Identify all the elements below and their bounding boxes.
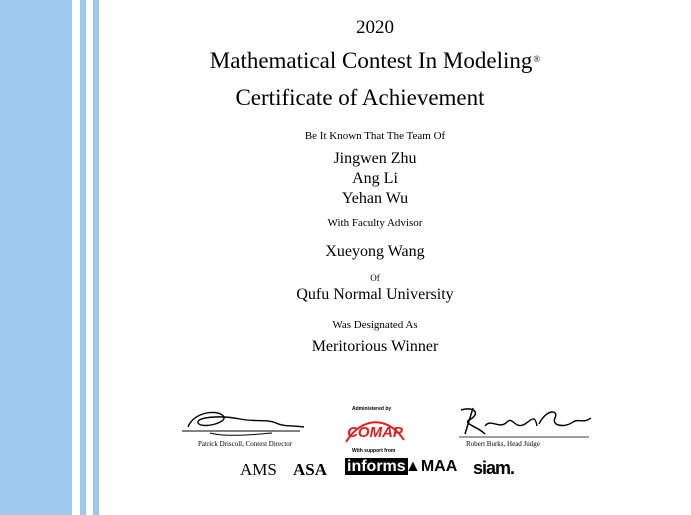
certificate-title: Certificate of Achievement (235, 85, 485, 110)
ams-logo-text: AMS (240, 460, 277, 479)
advisor-name: Xueyong Wang (325, 243, 425, 260)
informs-logo-text: informs (347, 458, 406, 475)
registered-mark: ® (533, 54, 541, 64)
maa-logo: ▲MAA (405, 458, 458, 475)
asa-logo-text: ASA (293, 460, 328, 479)
maa-logo-text: MAA (420, 458, 458, 475)
university-name: Qufu Normal University (296, 286, 454, 303)
team-member-1: Jingwen Zhu (333, 150, 417, 167)
team-member-2: Ang Li (352, 170, 398, 187)
comap-logo (344, 412, 406, 446)
award-title: Meritorious Winner (311, 338, 439, 355)
director-caption: Patrick Driscoll, Contest Director (198, 440, 293, 448)
sponsor-logos (240, 458, 540, 484)
director-signature (180, 405, 310, 439)
informs-logo (345, 458, 408, 476)
stripe-thin-2 (93, 0, 99, 515)
contest-name: Mathematical Contest In Modeling (209, 48, 533, 73)
advisor-label: With Faculty Advisor (327, 217, 423, 229)
comap-logo-text: COMAP (347, 424, 403, 441)
stripe-thin-1 (80, 0, 86, 515)
asa-logo (293, 460, 327, 480)
contest-title (110, 48, 640, 74)
siam-logo-text: siam. (473, 458, 515, 478)
year: 2020 (356, 17, 394, 38)
administered-by-label: Administered by (352, 406, 392, 412)
intro-text: Be It Known That The Team Of (304, 130, 446, 142)
ams-logo (240, 460, 277, 480)
siam-logo (473, 458, 514, 479)
support-label: With support from (352, 448, 396, 454)
judge-signature (455, 404, 595, 440)
team-member-3: Yehan Wu (341, 190, 409, 207)
judge-caption: Robert Burks, Head Judge (466, 440, 540, 448)
of-label: Of (370, 273, 380, 283)
decorative-stripes (0, 0, 110, 515)
stripe-wide (0, 0, 72, 515)
designation-label: Was Designated As (332, 319, 418, 331)
